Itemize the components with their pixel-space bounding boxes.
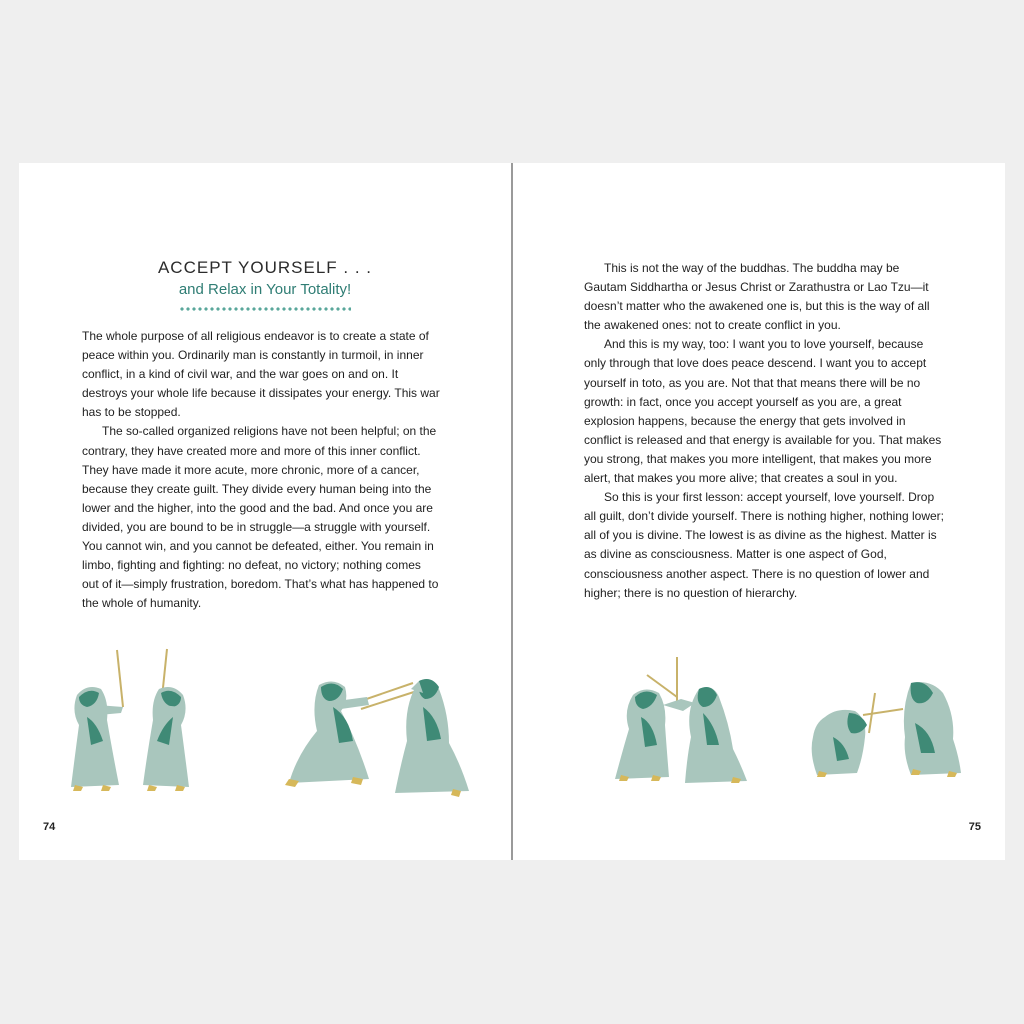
right-body-text (584, 259, 944, 603)
chapter-title: ACCEPT YOURSELF . . . (157, 258, 373, 277)
paragraph: This is not the way of the buddhas. The buddha may be Gautam Siddhartha or Jesus Christ or Zarathustra or Lao Tzu—it doesn’t matter who the awakened one is, but this is the way of all the awakened ones: not to create conflict in you. (584, 261, 930, 333)
paragraph: And this is my way, too: I want you to love yourself, because only through that love does peace descend. I want you to accept yourself in toto, as you are. Not that that means there will be no growth: in fact, once you accept yourself as you are, a great explosion happens, because the energy that gets involved in conflict is released and that energy is available for you. That makes you strong, that makes you more intelligent, that makes you more alert, that makes you more alive; that creates a soul in you. (584, 337, 942, 486)
chapter-subtitle: and Relax in Your Totality! (178, 281, 352, 298)
left-body-text (82, 327, 440, 613)
dotted-divider (179, 307, 351, 311)
kendo-fighters-right-illustration (611, 653, 971, 793)
paragraph: The so-called organized religions have not been helpful; on the contrary, they have created more and more of this inner conflict. They have made it more acute, more chronic, more of a cancer, because they create guilt. They divide every human being into the lower and the higher, into the good and the bad. And once you are divided, you are bound to be in struggle—a struggle with yourself. You cannot win, and you cannot be defeated, either. You remain in limbo, fighting and fighting: no defeat, no victory; nothing comes out of it—simply frustration, boredom. That’s what has happened to the whole of humanity. (82, 424, 439, 611)
chapter-heading (19, 257, 511, 311)
page-number-right: 75 (968, 821, 981, 833)
page-number-left: 74 (43, 821, 56, 833)
book-spread (19, 163, 1005, 860)
kendo-fighters-left-illustration (57, 645, 457, 795)
paragraph: So this is your first lesson: accept yourself, love yourself. Drop all guilt, don’t divide yourself. There is nothing higher, nothing lower; all of you is divine. The lowest is as divine as the highest. Matter is as divine as consciousness. Matter is one aspect of God, consciousness another aspect. There is no question of lower and higher; there is no question of hierarchy. (584, 490, 944, 600)
left-page (19, 163, 511, 860)
right-page (513, 163, 1005, 860)
paragraph: The whole purpose of all religious endeavor is to create a state of peace within you. Ordinarily man is constantly in turmoil, in inner conflict, in a kind of civil war, and the war goes on and on. It destroys your whole life because it dissipates your energy. This war has to be stopped. (82, 329, 440, 420)
